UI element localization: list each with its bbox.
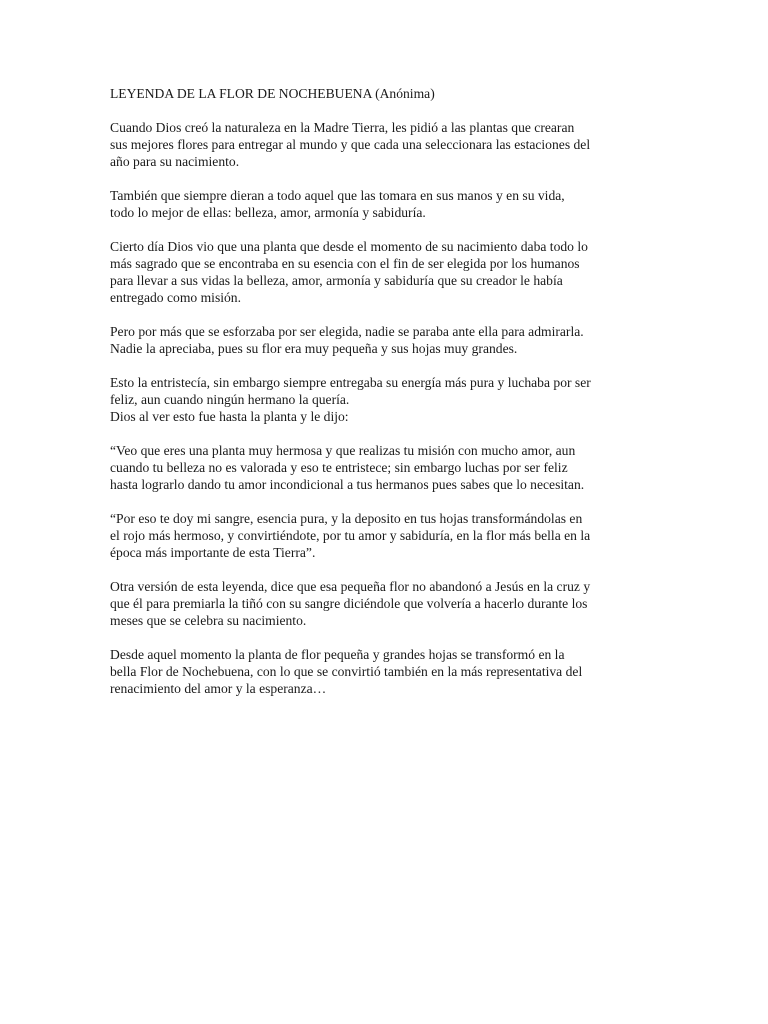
text-line: sus mejores flores para entregar al mundo y que cada una seleccionara las estaciones del bbox=[110, 137, 591, 152]
text-line: meses que se celebra su nacimiento. bbox=[110, 613, 307, 628]
paragraph-6 bbox=[110, 442, 658, 493]
text-line: “Veo que eres una planta muy hermosa y que realizas tu misión con mucho amor, aun bbox=[110, 443, 576, 458]
paragraph-2 bbox=[110, 187, 658, 221]
text-line: para llevar a sus vidas la belleza, amor, armonía y sabiduría que su creador le había bbox=[110, 273, 563, 288]
paragraph-4 bbox=[110, 323, 658, 357]
paragraph-7 bbox=[110, 510, 658, 561]
text-line: Otra versión de esta leyenda, dice que esa pequeña flor no abandonó a Jesús en la cruz y bbox=[110, 579, 591, 594]
text-line: cuando tu belleza no es valorada y eso te entristece; sin embargo luchas por ser feliz bbox=[110, 460, 568, 475]
text-line: Pero por más que se esforzaba por ser elegida, nadie se paraba ante ella para admirarla. bbox=[110, 324, 584, 339]
text-line: También que siempre dieran a todo aquel que las tomara en sus manos y en su vida, bbox=[110, 188, 565, 203]
text-line: Dios al ver esto fue hasta la planta y le dijo: bbox=[110, 409, 349, 424]
text-line: época más importante de esta Tierra”. bbox=[110, 545, 316, 560]
text-line: más sagrado que se encontraba en su esencia con el fin de ser elegida por los humanos bbox=[110, 256, 580, 271]
text-line: feliz, aun cuando ningún hermano la quería. bbox=[110, 392, 350, 407]
paragraph-9 bbox=[110, 646, 658, 697]
paragraph-3 bbox=[110, 238, 658, 306]
text-line: renacimiento del amor y la esperanza… bbox=[110, 681, 327, 696]
text-line: todo lo mejor de ellas: belleza, amor, armonía y sabiduría. bbox=[110, 205, 426, 220]
paragraph-8 bbox=[110, 578, 658, 629]
paragraph-5 bbox=[110, 374, 658, 425]
text-line: bella Flor de Nochebuena, con lo que se convirtió también en la más representativa del bbox=[110, 664, 583, 679]
text-line: Cierto día Dios vio que una planta que desde el momento de su nacimiento daba todo lo bbox=[110, 239, 588, 254]
text-line: Cuando Dios creó la naturaleza en la Madre Tierra, les pidió a las plantas que crearan bbox=[110, 120, 575, 135]
text-line: Esto la entristecía, sin embargo siempre entregaba su energía más pura y luchaba por ser bbox=[110, 375, 591, 390]
text-line: Nadie la apreciaba, pues su flor era muy pequeña y sus hojas muy grandes. bbox=[110, 341, 518, 356]
text-line: entregado como misión. bbox=[110, 290, 241, 305]
text-line: Desde aquel momento la planta de flor pequeña y grandes hojas se transformó en la bbox=[110, 647, 565, 662]
text-line: el rojo más hermoso, y convirtiéndote, por tu amor y sabiduría, en la flor más bella en la bbox=[110, 528, 591, 543]
document-title: LEYENDA DE LA FLOR DE NOCHEBUENA (Anónima) bbox=[110, 86, 435, 101]
document-body bbox=[110, 85, 658, 697]
text-line: que él para premiarla la tiñó con su sangre diciéndole que volvería a hacerlo durante los bbox=[110, 596, 588, 611]
text-line: año para su nacimiento. bbox=[110, 154, 240, 169]
text-line: “Por eso te doy mi sangre, esencia pura, y la deposito en tus hojas transformándolas en bbox=[110, 511, 583, 526]
text-line: hasta lograrlo dando tu amor incondicional a tus hermanos pues sabes que lo necesitan. bbox=[110, 477, 585, 492]
paragraph-1 bbox=[110, 119, 658, 170]
